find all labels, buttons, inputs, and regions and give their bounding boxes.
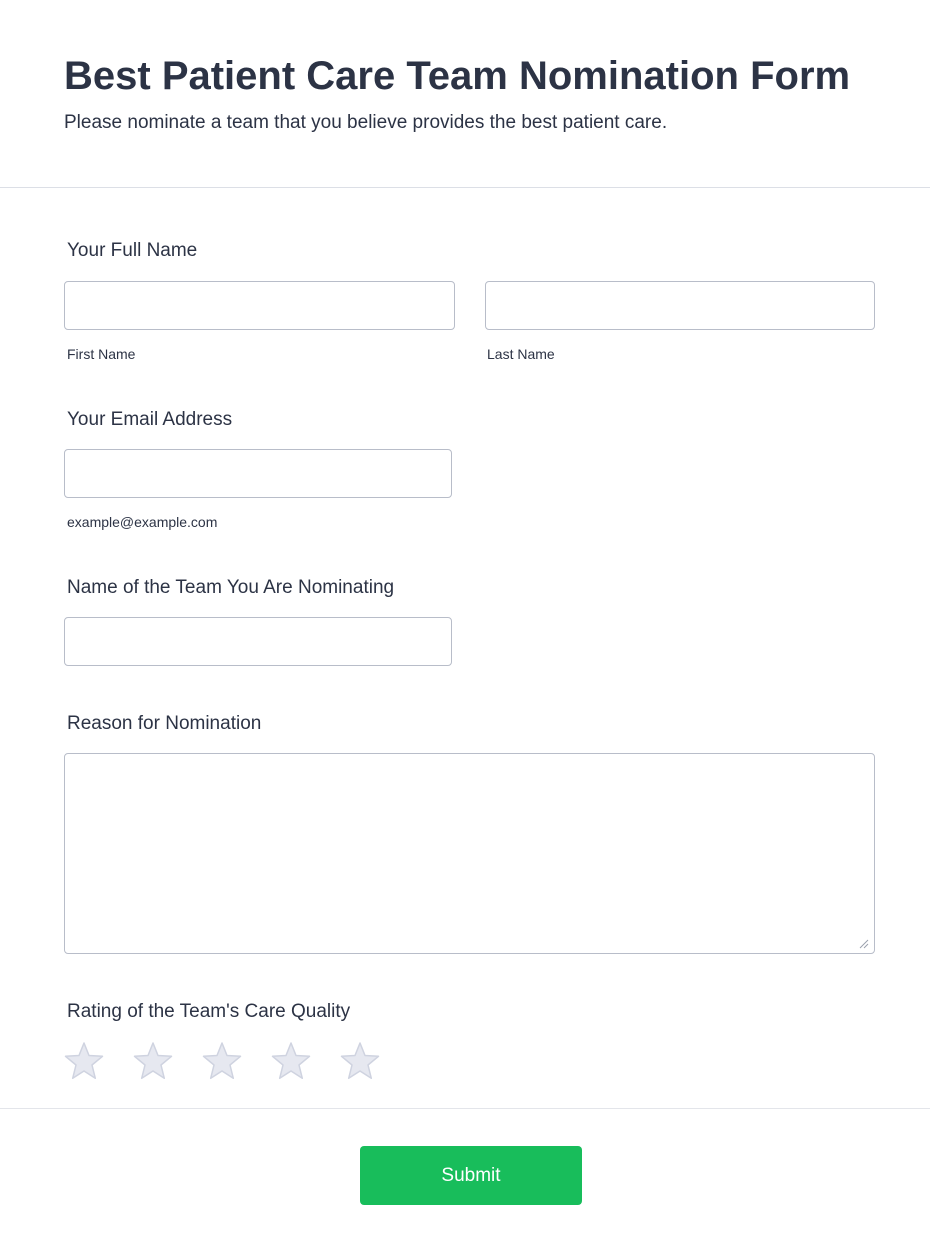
email-label: Your Email Address <box>67 409 233 430</box>
star-rating <box>64 1041 394 1081</box>
full-name-label: Your Full Name <box>67 240 198 261</box>
star-icon[interactable] <box>340 1041 380 1081</box>
reason-textarea[interactable] <box>64 753 875 954</box>
team-name-label: Name of the Team You Are Nominating <box>67 577 395 598</box>
resize-grip-icon[interactable] <box>857 937 869 949</box>
star-icon[interactable] <box>202 1041 242 1081</box>
star-icon[interactable] <box>133 1041 173 1081</box>
email-input[interactable] <box>64 449 452 498</box>
team-name-input[interactable] <box>64 617 452 666</box>
footer-divider <box>0 1108 930 1109</box>
last-name-input[interactable] <box>485 281 875 330</box>
first-name-input[interactable] <box>64 281 455 330</box>
submit-button[interactable]: Submit <box>360 1146 582 1205</box>
reason-label: Reason for Nomination <box>67 713 262 734</box>
rating-label: Rating of the Team's Care Quality <box>67 1001 351 1022</box>
form-header <box>0 0 930 188</box>
email-sublabel: example@example.com <box>67 514 218 530</box>
form-subtitle: Please nominate a team that you believe provides the best patient care. <box>64 112 668 133</box>
form-title: Best Patient Care Team Nomination Form <box>64 54 851 98</box>
first-name-sublabel: First Name <box>67 346 136 362</box>
star-icon[interactable] <box>271 1041 311 1081</box>
star-icon[interactable] <box>64 1041 104 1081</box>
last-name-sublabel: Last Name <box>487 346 555 362</box>
